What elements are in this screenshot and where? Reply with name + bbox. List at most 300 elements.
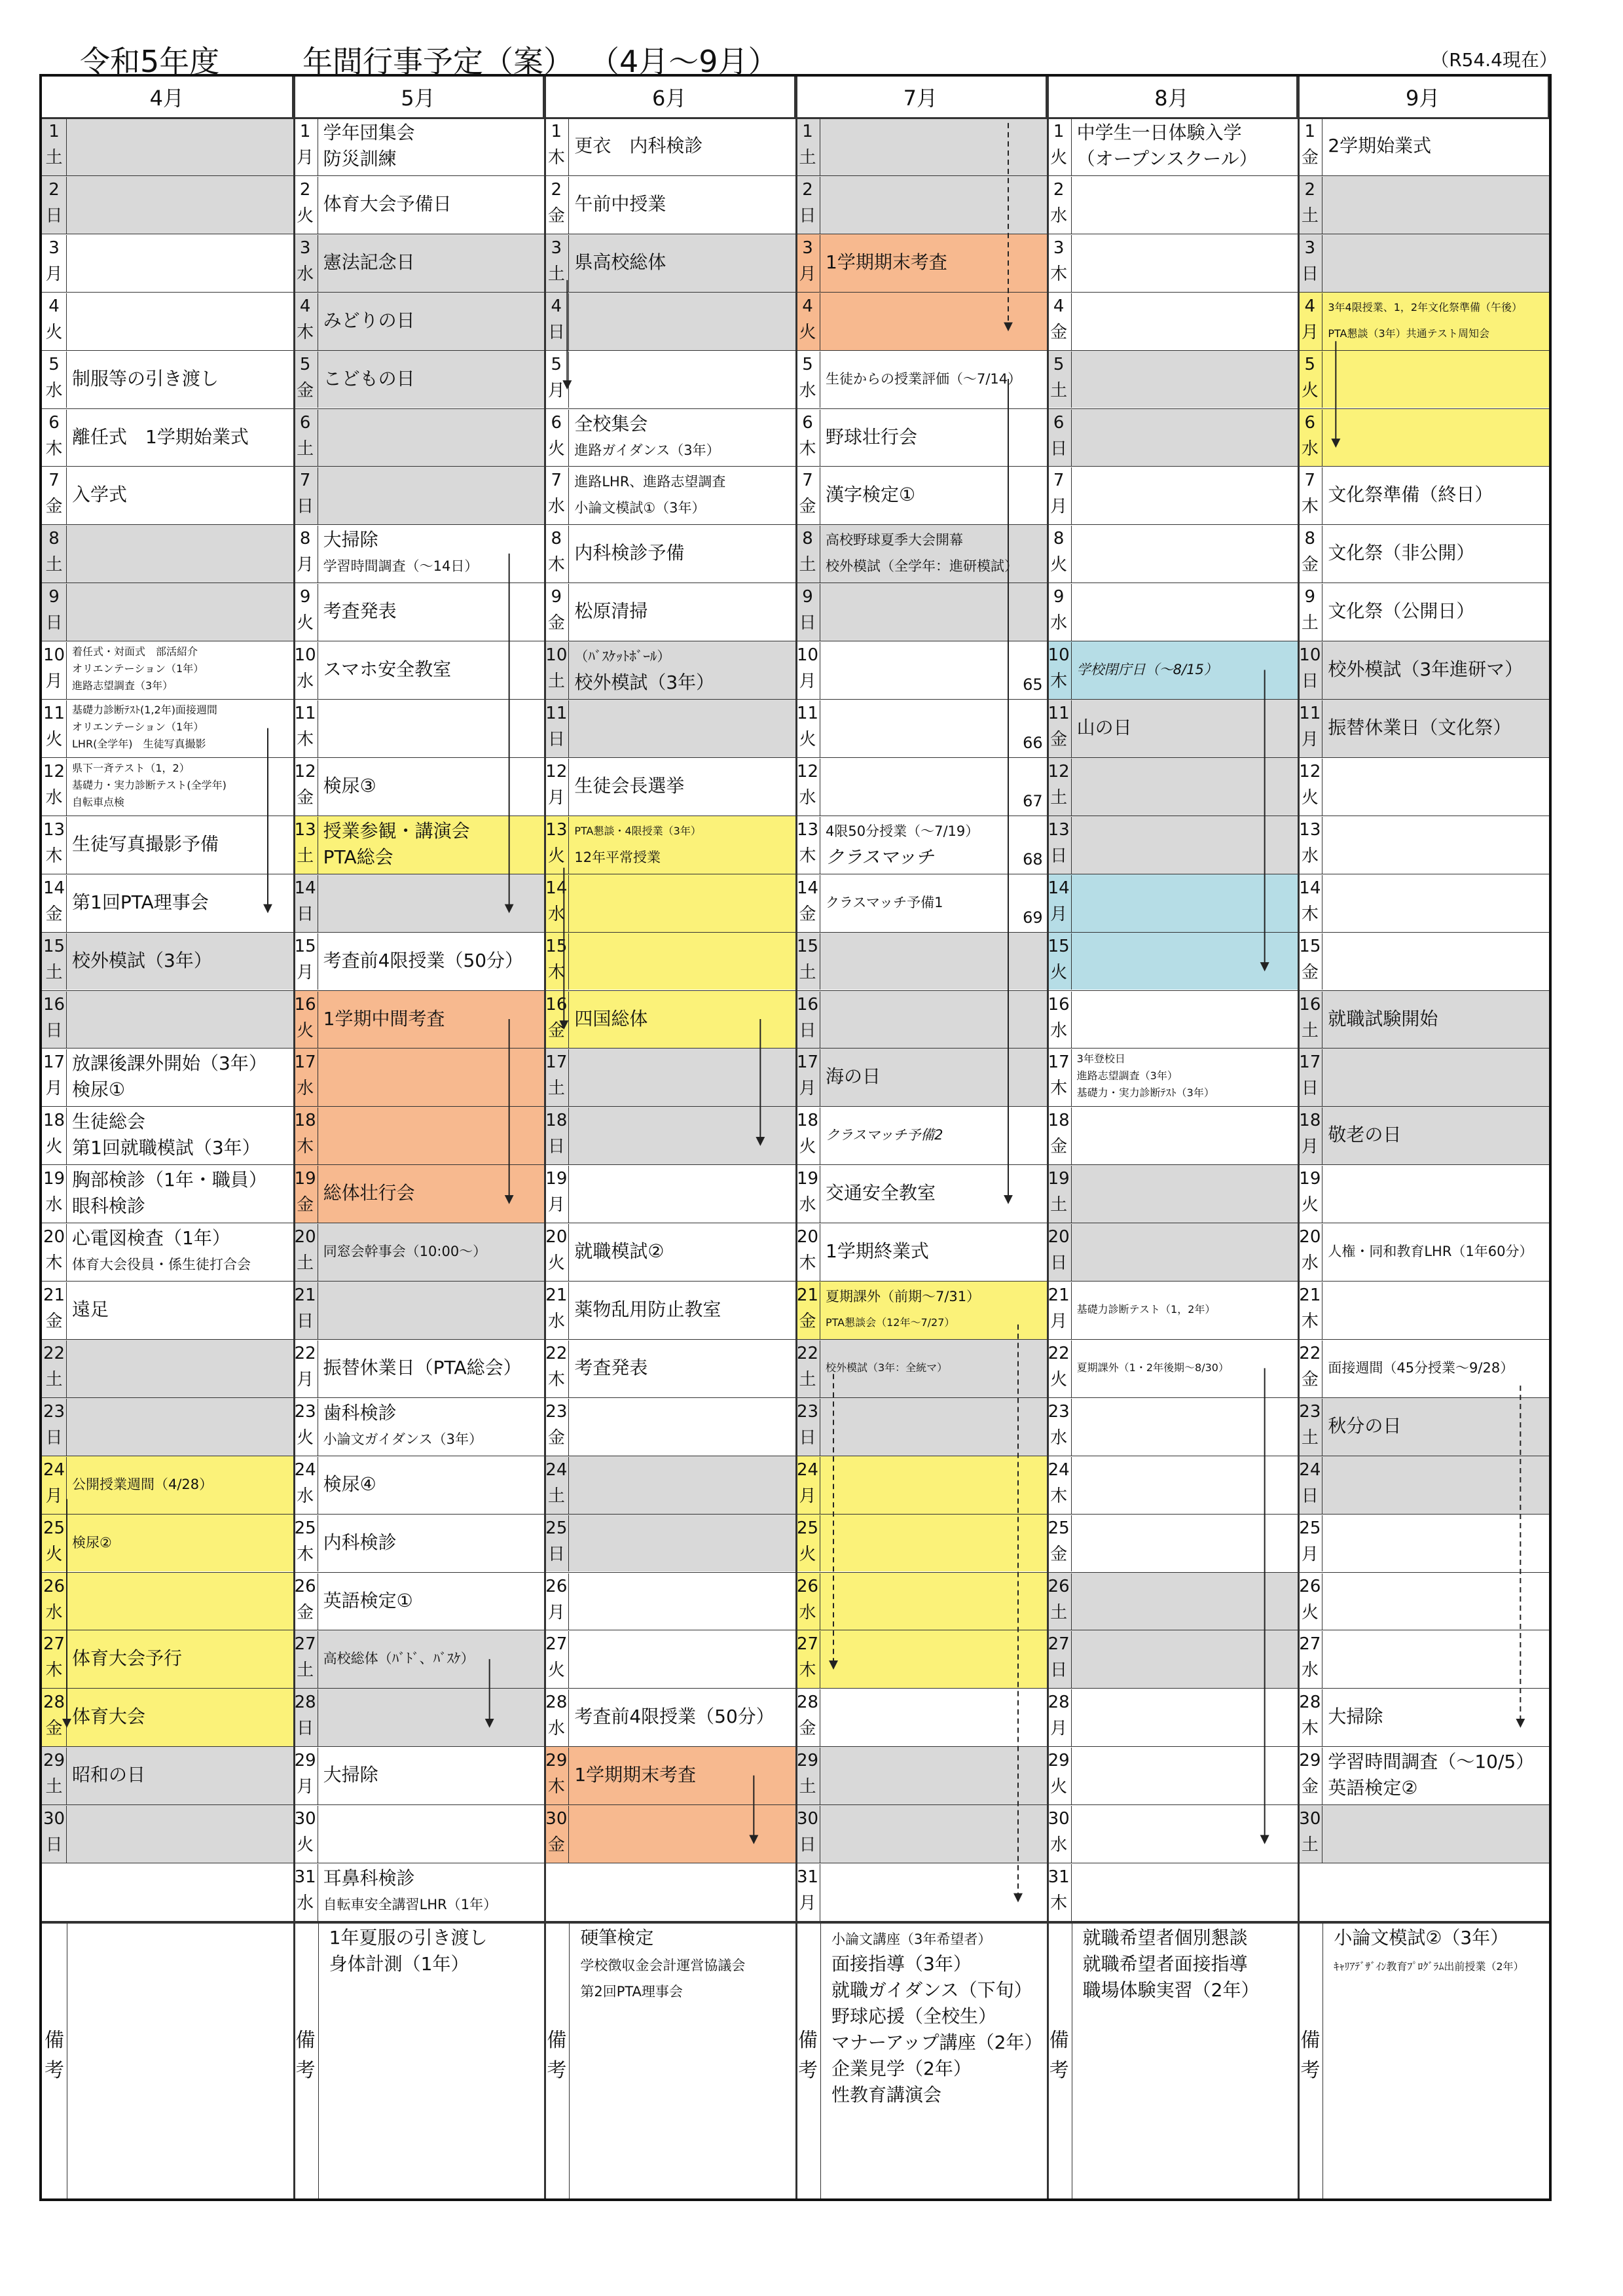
weekday: 水 xyxy=(799,1602,816,1623)
event-text: 高校野球夏季大会開幕 xyxy=(826,532,963,548)
month-header-2: 5月 xyxy=(293,77,545,117)
weekday: 木 xyxy=(1301,497,1319,517)
weekday: 金 xyxy=(799,1312,816,1331)
day-number: 1 xyxy=(1053,122,1065,141)
day-number: 3 xyxy=(1053,238,1065,258)
day-number: 23 xyxy=(545,1401,568,1422)
event-text: （オープンスクール） xyxy=(1076,148,1258,170)
weekday: 日 xyxy=(547,730,565,749)
day-number: 21 xyxy=(1299,1285,1321,1305)
event-text: 基礎力・実力診断テスト(全学年) xyxy=(72,778,227,791)
weekday: 火 xyxy=(1301,787,1319,808)
weekday: 金 xyxy=(547,1835,565,1856)
day-number: 3 xyxy=(299,238,311,258)
event-text: 文化祭準備（終日） xyxy=(1328,484,1493,506)
event-text: 体育大会予備日 xyxy=(323,192,452,215)
day-number: 14 xyxy=(294,878,316,898)
weekday: 月 xyxy=(547,1195,565,1215)
event-text: 入学式 xyxy=(72,484,128,506)
weekday: 金 xyxy=(45,904,63,924)
weekday: 日 xyxy=(799,206,816,226)
day-number: 21 xyxy=(294,1285,316,1305)
day-number: 28 xyxy=(1299,1693,1321,1713)
day-number: 2 xyxy=(48,179,60,200)
event-text: 山の日 xyxy=(1076,717,1132,738)
day-number: 14 xyxy=(43,878,65,898)
month-header-1: 4月 xyxy=(42,77,293,117)
day-number: 1 xyxy=(48,122,60,141)
remarks-char: 考 xyxy=(1049,2058,1069,2082)
weekday: 火 xyxy=(547,439,565,459)
day-number: 21 xyxy=(1048,1285,1070,1305)
weekday: 水 xyxy=(1301,1660,1319,1681)
weekday: 土 xyxy=(799,962,816,982)
day-number: 20 xyxy=(43,1227,65,1247)
weekday: 土 xyxy=(799,148,816,168)
event-text: 放課後課外開始（3年） xyxy=(72,1052,267,1075)
event-text: 制服等の引き渡し xyxy=(72,367,219,389)
weekday: 土 xyxy=(799,1369,816,1390)
event-text: 県高校総体 xyxy=(574,251,666,273)
weekday: 金 xyxy=(1301,555,1319,575)
weekday: 火 xyxy=(799,1544,816,1564)
day-number: 17 xyxy=(294,1052,316,1073)
event-text: 松原清掃 xyxy=(574,600,648,622)
weekday: 土 xyxy=(45,1777,63,1797)
weekday: 水 xyxy=(1050,1020,1068,1041)
day-number: 9 xyxy=(1053,587,1065,607)
weekday: 木 xyxy=(1050,1486,1068,1506)
weekday: 土 xyxy=(1301,613,1319,634)
day-number: 1 xyxy=(802,122,813,141)
day-number: 25 xyxy=(545,1518,568,1538)
event-text: オリエンテーション（1年） xyxy=(72,721,204,733)
weekday: 水 xyxy=(799,380,816,401)
weekday: 日 xyxy=(45,1835,63,1856)
remarks-char: 備 xyxy=(547,2028,567,2052)
weekday: 木 xyxy=(1050,672,1068,692)
day-number: 9 xyxy=(48,587,60,607)
event-text: 薬物乱用防止教室 xyxy=(574,1299,721,1320)
weekday: 土 xyxy=(1301,1835,1319,1856)
day-number: 7 xyxy=(802,471,813,491)
remark-label: 就職希望者面接指導 xyxy=(1082,1952,1248,1975)
event-text: 夏期課外（前期～7/31） xyxy=(826,1289,981,1304)
event-text: 生徒総会 xyxy=(72,1111,146,1133)
event-text: 2学期始業式 xyxy=(1328,135,1432,156)
day-number: 10 xyxy=(1048,645,1070,666)
event-text: 更衣 内科検診 xyxy=(574,135,703,156)
day-number: 28 xyxy=(294,1693,316,1713)
day-number: 22 xyxy=(43,1343,65,1363)
day-number: 17 xyxy=(796,1052,819,1073)
weekday: 水 xyxy=(45,1195,63,1215)
weekday: 木 xyxy=(45,846,63,866)
event-text: 校外模試（3年） xyxy=(574,672,715,694)
event-text: 進路ガイダンス（3年） xyxy=(574,442,720,458)
day-number: 7 xyxy=(1053,471,1065,491)
day-number: 11 xyxy=(796,704,819,723)
weekday: 火 xyxy=(45,322,63,342)
weekday: 日 xyxy=(799,1427,816,1448)
day-number: 5 xyxy=(551,354,562,374)
weekday: 木 xyxy=(799,846,816,866)
weekday: 月 xyxy=(297,962,314,982)
day-number: 30 xyxy=(545,1809,568,1829)
event-text: 基礎力診断テスト（1，2年） xyxy=(1076,1303,1216,1316)
weekday: 水 xyxy=(1050,1427,1068,1448)
weekday: 木 xyxy=(1050,1893,1068,1913)
day-number: 13 xyxy=(43,819,65,840)
event-text: 学習時間調査（～10/5） xyxy=(1328,1751,1535,1773)
weekday: 月 xyxy=(547,380,565,401)
event-text: 校外模試（全学年：進研模試） xyxy=(826,558,1018,575)
weekday: 火 xyxy=(1050,555,1068,575)
weekday: 木 xyxy=(799,1253,816,1274)
event-text: 内科検診予備 xyxy=(574,542,685,564)
weekday: 火 xyxy=(45,1137,63,1157)
day-number: 26 xyxy=(1048,1576,1070,1596)
week-count: 67 xyxy=(1023,791,1043,810)
day-number: 26 xyxy=(1299,1576,1321,1596)
day-number: 8 xyxy=(1053,529,1065,549)
day-number: 17 xyxy=(1299,1052,1321,1073)
day-number: 5 xyxy=(48,354,60,374)
weekday: 土 xyxy=(1050,1195,1068,1215)
event-text: 12年平常授業 xyxy=(574,849,661,865)
weekday: 月 xyxy=(297,555,314,575)
month-header-4: 7月 xyxy=(795,77,1047,117)
weekday: 火 xyxy=(547,846,565,866)
weekday: 金 xyxy=(547,613,565,634)
event-text: 午前中授業 xyxy=(574,192,666,215)
day-number: 12 xyxy=(545,761,568,781)
day-number: 10 xyxy=(545,645,568,666)
weekday: 土 xyxy=(297,1660,314,1681)
day-number: 31 xyxy=(796,1867,819,1887)
day-number: 15 xyxy=(796,936,819,956)
day-number: 1 xyxy=(299,122,311,141)
event-text: 生徒からの授業評価（～7/14） xyxy=(826,370,1022,387)
as-of-date: （R54.4現在） xyxy=(1431,49,1558,71)
event-text: 進路志望調査（3年） xyxy=(72,679,173,692)
remark-label: 小論文模試②（3年） xyxy=(1334,1926,1509,1948)
day-number: 5 xyxy=(1304,354,1316,374)
day-number: 6 xyxy=(1304,412,1316,433)
weekday: 月 xyxy=(799,264,816,284)
event-text: 遠足 xyxy=(72,1299,109,1320)
weekday: 土 xyxy=(547,264,565,284)
day-number: 12 xyxy=(1299,761,1321,781)
date-range: （4月～9月） xyxy=(589,44,778,79)
day-number: 3 xyxy=(802,238,813,258)
weekday: 月 xyxy=(1301,730,1319,749)
day-number: 6 xyxy=(1053,412,1065,433)
event-text: 英語検定① xyxy=(323,1589,413,1611)
weekday: 日 xyxy=(45,613,63,634)
weekday: 日 xyxy=(1050,439,1068,459)
weekday: 火 xyxy=(1301,1195,1319,1215)
weekday: 水 xyxy=(547,904,565,924)
remark-label: 小論文講座（3年希望者） xyxy=(831,1931,992,1947)
weekday: 水 xyxy=(547,1312,565,1331)
weekday: 水 xyxy=(1301,439,1319,459)
event-text: 考査発表 xyxy=(323,600,397,622)
event-text: PTA総会 xyxy=(323,846,393,868)
day-number: 10 xyxy=(796,645,819,666)
day-number: 22 xyxy=(796,1343,819,1363)
day-number: 31 xyxy=(1048,1867,1070,1887)
weekday: 土 xyxy=(799,555,816,575)
day-number: 16 xyxy=(1048,994,1070,1014)
event-text: 四国総体 xyxy=(574,1007,648,1030)
day-number: 23 xyxy=(43,1401,65,1422)
weekday: 日 xyxy=(1050,1253,1068,1274)
event-text: 校外模試（3年進研マ） xyxy=(1328,658,1523,681)
weekday: 水 xyxy=(297,264,314,284)
weekday: 水 xyxy=(547,1719,565,1739)
month-header-3: 6月 xyxy=(544,77,795,117)
event-text: 学習時間調査（～14日） xyxy=(323,558,479,575)
day-number: 4 xyxy=(299,296,311,316)
event-text: LHR(全学年) 生徒写真撮影 xyxy=(72,738,206,750)
weekday: 日 xyxy=(547,1544,565,1564)
event-text: 検尿① xyxy=(72,1079,126,1101)
day-number: 23 xyxy=(796,1401,819,1422)
day-number: 16 xyxy=(43,994,65,1014)
weekday: 日 xyxy=(1301,264,1319,284)
day-number: 24 xyxy=(294,1460,316,1480)
weekday: 水 xyxy=(297,1893,314,1913)
weekday: 月 xyxy=(45,672,63,692)
day-number: 25 xyxy=(1048,1518,1070,1538)
weekday: 水 xyxy=(45,380,63,401)
schedule-calendar xyxy=(39,74,1552,2201)
event-text: 同窓会幹事会（10:00～） xyxy=(323,1244,487,1260)
weekday: 土 xyxy=(1050,787,1068,808)
remark-label: 就職ガイダンス（下旬） xyxy=(831,1979,1032,2001)
weekday: 土 xyxy=(297,439,314,459)
event-text: クラスマッチ xyxy=(826,846,934,868)
weekday: 火 xyxy=(799,730,816,749)
event-text: 高校総体（ﾊﾞﾄﾞ、ﾊﾞｽｹ） xyxy=(323,1651,475,1667)
weekday: 木 xyxy=(45,439,63,459)
weekday: 水 xyxy=(1050,206,1068,226)
weekday: 月 xyxy=(45,1079,63,1099)
weekday: 月 xyxy=(297,1777,314,1797)
remark-label: 面接指導（3年） xyxy=(831,1952,972,1975)
day-number: 17 xyxy=(43,1052,65,1073)
weekday: 木 xyxy=(799,439,816,459)
day-number: 21 xyxy=(43,1285,65,1305)
event-text: 大掃除 xyxy=(323,1764,378,1786)
day-number: 1 xyxy=(551,122,562,141)
event-text: 就職試験開始 xyxy=(1328,1007,1438,1030)
remarks-char: 備 xyxy=(798,2028,818,2052)
weekday: 火 xyxy=(1050,962,1068,982)
event-text: 昭和の日 xyxy=(72,1764,146,1786)
day-number: 13 xyxy=(796,819,819,840)
day-number: 10 xyxy=(294,645,316,666)
weekday: 月 xyxy=(1050,1719,1068,1739)
day-number: 14 xyxy=(545,878,568,898)
weekday: 日 xyxy=(547,322,565,342)
weekday: 月 xyxy=(1301,1137,1319,1157)
event-text: 胸部検診（1年・職員） xyxy=(72,1169,267,1191)
event-text: 防災訓練 xyxy=(323,148,397,170)
event-text: 体育大会役員・係生徒打合会 xyxy=(72,1257,251,1273)
day-number: 29 xyxy=(796,1751,819,1771)
weekday: 土 xyxy=(45,555,63,575)
event-text: 人権・同和教育LHR（1年60分） xyxy=(1328,1244,1533,1260)
day-number: 26 xyxy=(294,1576,316,1596)
weekday: 月 xyxy=(547,1602,565,1623)
day-number: 4 xyxy=(1304,296,1316,316)
event-text: 野球壮行会 xyxy=(826,425,918,448)
page-title: 年間行事予定（案） xyxy=(302,44,574,79)
day-number: 21 xyxy=(796,1285,819,1305)
remark-label: 性教育講演会 xyxy=(831,2083,942,2106)
weekday: 金 xyxy=(45,1719,63,1739)
day-number: 19 xyxy=(1048,1169,1070,1189)
weekday: 木 xyxy=(547,148,565,168)
weekday: 日 xyxy=(1050,846,1068,866)
remark-label: 硬筆検定 xyxy=(580,1926,654,1948)
day-number: 6 xyxy=(299,412,311,433)
weekday: 木 xyxy=(799,1660,816,1681)
event-text: 基礎力診断ﾃｽﾄ(1,2年)面接週間 xyxy=(72,704,217,716)
weekday: 月 xyxy=(1050,497,1068,517)
day-number: 27 xyxy=(796,1634,819,1655)
weekday: 金 xyxy=(45,497,63,517)
day-number: 2 xyxy=(802,179,813,200)
event-text: 4限50分授業（～7/19） xyxy=(826,823,979,839)
weekday: 土 xyxy=(1050,1602,1068,1623)
event-text: 体育大会 xyxy=(72,1706,146,1728)
day-number: 2 xyxy=(299,179,311,200)
event-text: 考査前4限授業（50分） xyxy=(323,949,524,971)
day-number: 25 xyxy=(796,1518,819,1538)
day-number: 26 xyxy=(796,1576,819,1596)
day-number: 23 xyxy=(294,1401,316,1422)
day-number: 20 xyxy=(796,1227,819,1247)
day-number: 2 xyxy=(1304,179,1316,200)
day-number: 2 xyxy=(551,179,562,200)
day-number: 5 xyxy=(1053,354,1065,374)
weekday: 水 xyxy=(1050,1835,1068,1856)
remarks-char: 考 xyxy=(295,2058,316,2082)
weekday: 火 xyxy=(45,730,63,749)
weekday: 月 xyxy=(1050,1312,1068,1331)
event-text: 3年登校日 xyxy=(1076,1052,1125,1066)
day-number: 9 xyxy=(1304,587,1316,607)
day-number: 17 xyxy=(545,1052,568,1073)
day-number: 10 xyxy=(1299,645,1321,666)
remarks-char: 考 xyxy=(1300,2058,1321,2082)
event-text: こどもの日 xyxy=(323,367,415,389)
remark-label: 身体計測（1年） xyxy=(329,1952,469,1975)
day-number: 30 xyxy=(1299,1809,1321,1829)
event-text: 検尿③ xyxy=(323,774,376,797)
event-text: 海の日 xyxy=(826,1066,881,1088)
day-number: 27 xyxy=(1048,1634,1070,1655)
event-text: 大掃除 xyxy=(323,529,378,551)
weekday: 木 xyxy=(547,555,565,575)
day-number: 30 xyxy=(1048,1809,1070,1829)
event-text: 眼科検診 xyxy=(72,1195,146,1217)
day-number: 18 xyxy=(294,1111,316,1131)
event-text: 考査発表 xyxy=(574,1356,648,1378)
event-text: 就職模試② xyxy=(574,1240,665,1263)
day-number: 7 xyxy=(299,471,311,491)
day-number: 16 xyxy=(796,994,819,1014)
day-number: 30 xyxy=(796,1809,819,1829)
event-text: 学年団集会 xyxy=(323,122,415,143)
day-number: 22 xyxy=(1299,1343,1321,1363)
weekday: 土 xyxy=(1301,1020,1319,1041)
weekday: 火 xyxy=(1301,1602,1319,1623)
remark-label: 野球応援（全校生） xyxy=(831,2005,997,2027)
day-number: 16 xyxy=(294,994,316,1014)
event-text: クラスマッチ予備2 xyxy=(826,1127,943,1143)
event-text: 1学期期末考査 xyxy=(826,251,947,273)
weekday: 水 xyxy=(1050,613,1068,634)
remark-label: 企業見学（2年） xyxy=(831,2057,972,2079)
day-number: 4 xyxy=(48,296,60,316)
weekday: 水 xyxy=(45,787,63,808)
weekday: 金 xyxy=(297,787,314,808)
day-number: 7 xyxy=(48,471,60,491)
day-number: 6 xyxy=(802,412,813,433)
weekday: 木 xyxy=(1301,904,1319,924)
weekday: 月 xyxy=(45,1486,63,1506)
weekday: 金 xyxy=(1050,1544,1068,1564)
event-text: 大掃除 xyxy=(1328,1706,1383,1728)
remark-label: 就職希望者個別懇談 xyxy=(1082,1926,1248,1948)
weekday: 金 xyxy=(547,1020,565,1041)
event-text: 1学期期末考査 xyxy=(574,1764,697,1786)
weekday: 金 xyxy=(297,1195,314,1215)
day-number: 18 xyxy=(1048,1111,1070,1131)
weekday: 月 xyxy=(1301,322,1319,342)
event-text: 校外模試（3年：全統マ） xyxy=(826,1361,948,1374)
weekday: 木 xyxy=(297,1544,314,1564)
event-text: 公開授業週間（4/28） xyxy=(72,1476,213,1492)
event-text: 県下一斉テスト（1，2） xyxy=(72,761,190,774)
event-text: 1学期終業式 xyxy=(826,1240,929,1263)
event-text: 自転車点検 xyxy=(72,795,125,808)
day-number: 18 xyxy=(1299,1111,1321,1131)
weekday: 土 xyxy=(1301,206,1319,226)
day-number: 29 xyxy=(294,1751,316,1771)
day-number: 15 xyxy=(43,936,65,956)
weekday: 金 xyxy=(547,206,565,226)
day-number: 25 xyxy=(43,1518,65,1538)
weekday: 日 xyxy=(799,613,816,634)
weekday: 火 xyxy=(297,1020,314,1041)
remarks-char: 備 xyxy=(1300,2028,1321,2052)
remark-label: ｷｬﾘｱﾃﾞｻﾞｲﾝ教育ﾌﾟﾛｸﾞﾗﾑ出前授業（2年） xyxy=(1334,1960,1524,1973)
day-number: 12 xyxy=(294,761,316,781)
weekday: 土 xyxy=(45,148,63,168)
weekday: 月 xyxy=(1301,1544,1319,1564)
weekday: 水 xyxy=(1301,1253,1319,1274)
weekday: 水 xyxy=(45,1602,63,1623)
day-number: 27 xyxy=(43,1634,65,1655)
weekday: 日 xyxy=(297,904,314,924)
weekday: 土 xyxy=(45,962,63,982)
event-text: 3年4限授業、1，2年文化祭準備（午後） xyxy=(1328,300,1523,314)
